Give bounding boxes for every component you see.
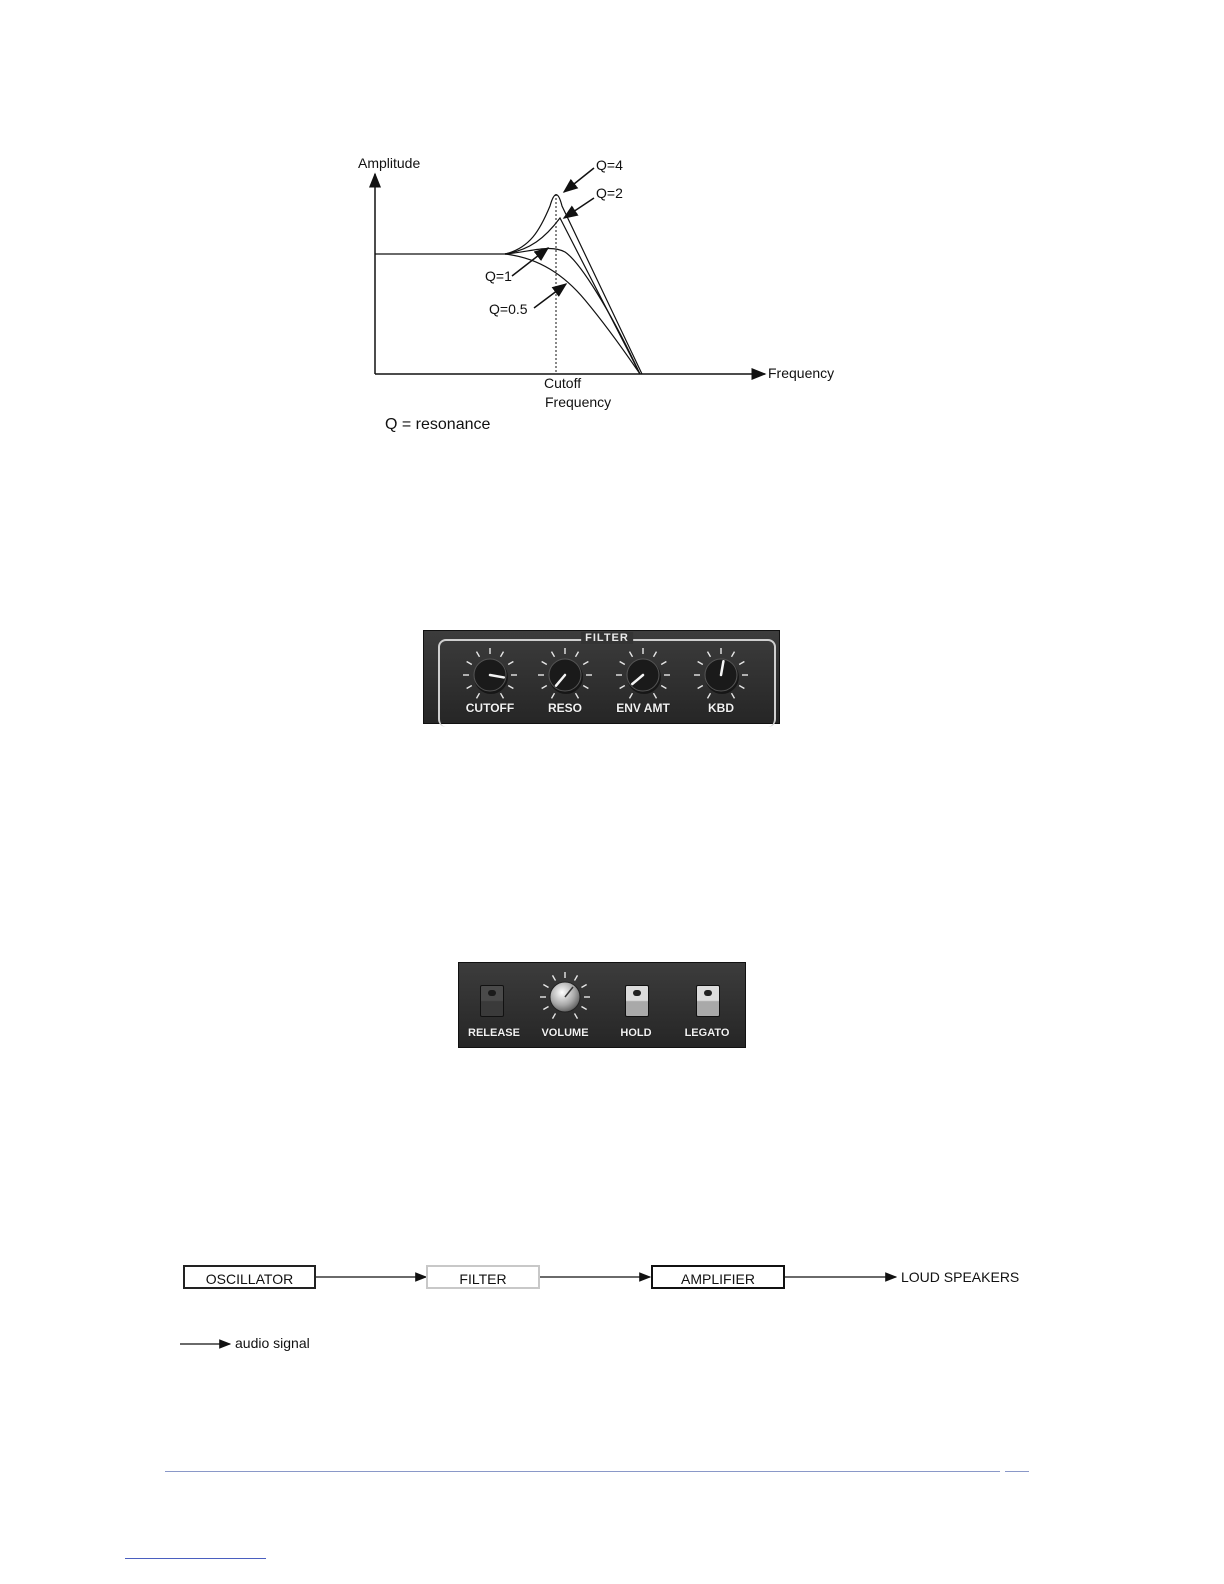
knob-tick <box>542 686 547 689</box>
kbd-knob-icon <box>683 645 759 701</box>
knob-tick <box>654 652 657 657</box>
knob-env-amt[interactable] <box>605 645 681 715</box>
resonance-footnote: Q = resonance <box>385 416 491 433</box>
label-q05: Q=0.5 <box>489 301 528 317</box>
footer-rule-short <box>1005 1471 1029 1472</box>
knob-reso[interactable] <box>527 645 603 715</box>
hold-lamp-icon <box>633 990 641 996</box>
knob-tick <box>654 693 657 698</box>
knob-tick <box>501 652 504 657</box>
legato-rocker-icon[interactable] <box>696 985 720 1017</box>
cutoff-label-2: Frequency <box>545 394 612 410</box>
knob-tick <box>732 693 735 698</box>
knob-tick <box>501 693 504 698</box>
knob-tick <box>739 686 744 689</box>
knob-label-kbd: KBD <box>708 701 734 715</box>
knob-tick <box>508 686 513 689</box>
knob-tick <box>576 693 579 698</box>
knob-tick <box>508 662 513 665</box>
knob-tick <box>553 975 556 980</box>
cutoff-knob-icon <box>452 645 528 701</box>
label-q2: Q=2 <box>596 185 623 201</box>
legato-label: LEGATO <box>684 1027 730 1039</box>
filter-panel <box>423 630 780 724</box>
knob-tick <box>575 975 578 980</box>
filter-response-graph <box>340 140 860 450</box>
hold-label: HOLD <box>620 1027 652 1039</box>
block-oscillator: OSCILLATOR <box>183 1265 316 1289</box>
knob-tick <box>732 652 735 657</box>
release-lamp-icon <box>488 990 496 996</box>
knob-tick <box>698 686 703 689</box>
knob-cutoff[interactable] <box>452 645 528 715</box>
knob-tick <box>542 662 547 665</box>
cutoff-label-1: Cutoff <box>544 375 582 391</box>
knob-tick <box>467 686 472 689</box>
knob-tick <box>477 693 480 698</box>
knob-tick <box>576 652 579 657</box>
hold-rocker-icon[interactable] <box>625 985 649 1017</box>
knob-tick <box>552 693 555 698</box>
knob-tick <box>581 1007 586 1010</box>
knob-tick <box>661 686 666 689</box>
knob-tick <box>708 693 711 698</box>
knob-tick <box>467 662 472 665</box>
knob-tick <box>543 985 548 988</box>
knob-tick <box>477 652 480 657</box>
knob-tick <box>708 652 711 657</box>
release-label: RELEASE <box>468 1027 520 1039</box>
destination-label: LOUD SPEAKERS <box>901 1269 1020 1285</box>
volume-knob[interactable] <box>527 969 603 1039</box>
knob-kbd[interactable] <box>683 645 759 715</box>
knob-tick <box>630 693 633 698</box>
knob-tick <box>620 662 625 665</box>
knob-label-env-amt: ENV AMT <box>616 701 670 715</box>
knob-tick <box>698 662 703 665</box>
curve-q2 <box>505 218 640 374</box>
knob-tick <box>620 686 625 689</box>
block-filter: FILTER <box>426 1265 540 1289</box>
knob-tick <box>630 652 633 657</box>
volume-knob-icon <box>527 969 603 1021</box>
block-amplifier: AMPLIFIER <box>651 1265 785 1289</box>
x-axis-label: Frequency <box>768 365 835 381</box>
knob-label-cutoff: CUTOFF <box>465 701 515 715</box>
filter-title: FILTER <box>581 632 633 644</box>
legend-label: audio signal <box>235 1335 310 1351</box>
knob-tick <box>739 662 744 665</box>
knob-tick <box>583 686 588 689</box>
output-panel <box>458 962 746 1048</box>
knob-tick <box>661 662 666 665</box>
y-axis-label: Amplitude <box>358 155 421 171</box>
footer-rule <box>165 1471 1000 1472</box>
env-amt-knob-icon <box>605 645 681 701</box>
label-q1: Q=1 <box>485 268 512 284</box>
knob-tick <box>575 1013 578 1018</box>
footnote-rule <box>125 1558 266 1559</box>
filter-response-figure <box>340 140 860 450</box>
volume-label: VOLUME <box>541 1027 589 1039</box>
knob-tick <box>552 652 555 657</box>
knob-label-reso: RESO <box>547 701 582 715</box>
reso-knob-icon <box>527 645 603 701</box>
knob-tick <box>543 1007 548 1010</box>
knob-tick <box>553 1013 556 1018</box>
label-q4: Q=4 <box>596 157 623 173</box>
knob-tick <box>583 662 588 665</box>
knob-tick <box>581 985 586 988</box>
release-rocker-icon[interactable] <box>480 985 504 1017</box>
legato-lamp-icon <box>704 990 712 996</box>
